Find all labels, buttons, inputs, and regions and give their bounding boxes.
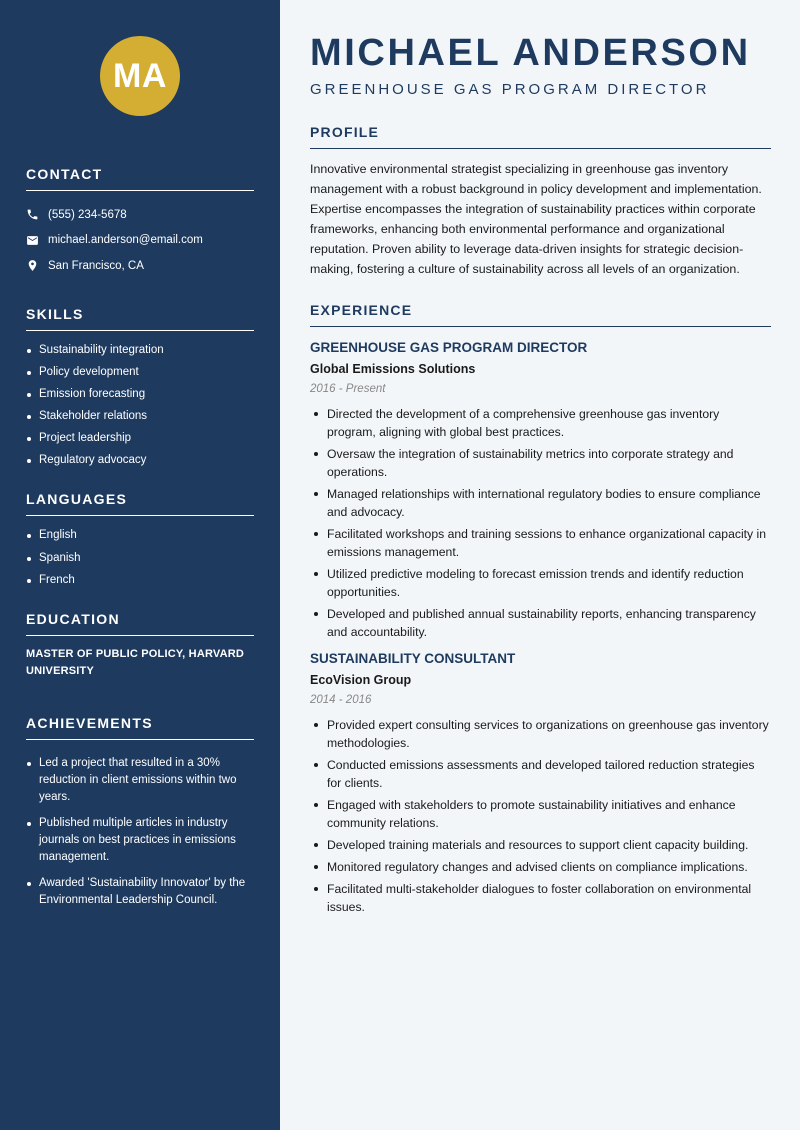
language-item: English xyxy=(26,527,254,544)
avatar: MA xyxy=(100,36,180,116)
contact-email xyxy=(26,228,254,254)
job-bullet: Facilitated multi-stakeholder dialogues to foster collaboration on environmental issues. xyxy=(310,880,771,916)
candidate-name: MICHAEL ANDERSON xyxy=(310,32,751,74)
profile-section xyxy=(310,124,771,279)
location-text: San Francisco, CA xyxy=(48,259,144,272)
location-icon xyxy=(26,259,39,272)
language-item: Spanish xyxy=(26,550,254,567)
contact-phone xyxy=(26,202,254,228)
experience-heading: EXPERIENCE xyxy=(310,302,771,327)
job-entry xyxy=(310,651,771,916)
job-bullets xyxy=(310,716,771,916)
candidate-title: GREENHOUSE GAS PROGRAM DIRECTOR xyxy=(310,81,710,98)
phone-icon xyxy=(26,208,39,221)
skill-item: Sustainability integration xyxy=(26,342,254,359)
job-title: GREENHOUSE GAS PROGRAM DIRECTOR xyxy=(310,340,588,355)
job-dates: 2014 - 2016 xyxy=(310,694,372,706)
education-degree: MASTER OF PUBLIC POLICY, HARVARD UNIVERSITY xyxy=(26,647,245,677)
skills-list xyxy=(26,342,254,470)
profile-text: Innovative environmental strategist specializing in greenhouse gas inventory management with a robust background in policy development and implementation. Expertise encompasses the integration of sustainability practices within corporate frameworks, enhancing both environmental performance and organizational reputation. Proven ability to leverage data-driven insights for strategic decision-making, fostering a culture of sustainability across all levels of an organization. xyxy=(310,162,762,276)
achievement-item: Published multiple articles in industry journals on best practices in emissions management. xyxy=(26,815,254,866)
email-text: michael.anderson@email.com xyxy=(48,234,203,247)
job-bullet: Developed and published annual sustainability reports, enhancing transparency and accountability. xyxy=(310,605,771,641)
profile-heading: PROFILE xyxy=(310,124,771,149)
job-bullet: Directed the development of a comprehensive greenhouse gas inventory program, aligning with global best practices. xyxy=(310,405,771,441)
job-bullet: Provided expert consulting services to organizations on greenhouse gas inventory methodologies. xyxy=(310,716,771,752)
skill-item: Regulatory advocacy xyxy=(26,452,254,469)
job-company: EcoVision Group xyxy=(310,673,412,687)
skills-heading: SKILLS xyxy=(26,306,254,331)
skill-item: Emission forecasting xyxy=(26,386,254,403)
job-bullet: Developed training materials and resources to support client capacity building. xyxy=(310,836,771,854)
contact-heading: CONTACT xyxy=(26,166,254,191)
education-heading: EDUCATION xyxy=(26,611,254,636)
job-entry xyxy=(310,340,771,641)
skill-item: Project leadership xyxy=(26,430,254,447)
languages-heading: LANGUAGES xyxy=(26,491,254,516)
job-bullet: Conducted emissions assessments and developed tailored reduction strategies for clients. xyxy=(310,756,771,792)
education-section xyxy=(26,611,254,680)
job-bullet: Managed relationships with international regulatory bodies to ensure compliance and advocacy. xyxy=(310,485,771,521)
achievement-item: Awarded 'Sustainability Innovator' by the Environmental Leadership Council. xyxy=(26,875,254,909)
experience-section xyxy=(310,302,771,916)
contact-list xyxy=(26,202,254,279)
phone-text: (555) 234-5678 xyxy=(48,208,127,221)
job-company: Global Emissions Solutions xyxy=(310,362,476,376)
language-item: French xyxy=(26,572,254,589)
sidebar xyxy=(0,0,280,1130)
mail-icon xyxy=(26,234,39,247)
skills-section xyxy=(26,306,254,470)
contact-section xyxy=(26,166,254,279)
achievement-item: Led a project that resulted in a 30% reduction in client emissions within two years. xyxy=(26,755,254,806)
skill-item: Stakeholder relations xyxy=(26,408,254,425)
achievements-heading: ACHIEVEMENTS xyxy=(26,715,254,740)
job-dates: 2016 - Present xyxy=(310,383,386,395)
languages-section xyxy=(26,491,254,588)
achievements-section xyxy=(26,715,254,909)
achievements-list xyxy=(26,755,254,909)
job-bullet: Monitored regulatory changes and advised clients on compliance implications. xyxy=(310,858,771,876)
job-bullet: Engaged with stakeholders to promote sustainability initiatives and enhance community relations. xyxy=(310,796,771,832)
languages-list xyxy=(26,527,254,588)
job-title: SUSTAINABILITY CONSULTANT xyxy=(310,651,516,666)
main-content xyxy=(310,0,771,920)
job-bullet: Facilitated workshops and training sessions to enhance organizational capacity in emissions management. xyxy=(310,525,771,561)
skill-item: Policy development xyxy=(26,364,254,381)
job-bullets xyxy=(310,405,771,641)
contact-location xyxy=(26,253,254,279)
job-bullet: Oversaw the integration of sustainability metrics into corporate strategy and operations. xyxy=(310,445,771,481)
job-bullet: Utilized predictive modeling to forecast emission trends and identify reduction opportunities. xyxy=(310,565,771,601)
